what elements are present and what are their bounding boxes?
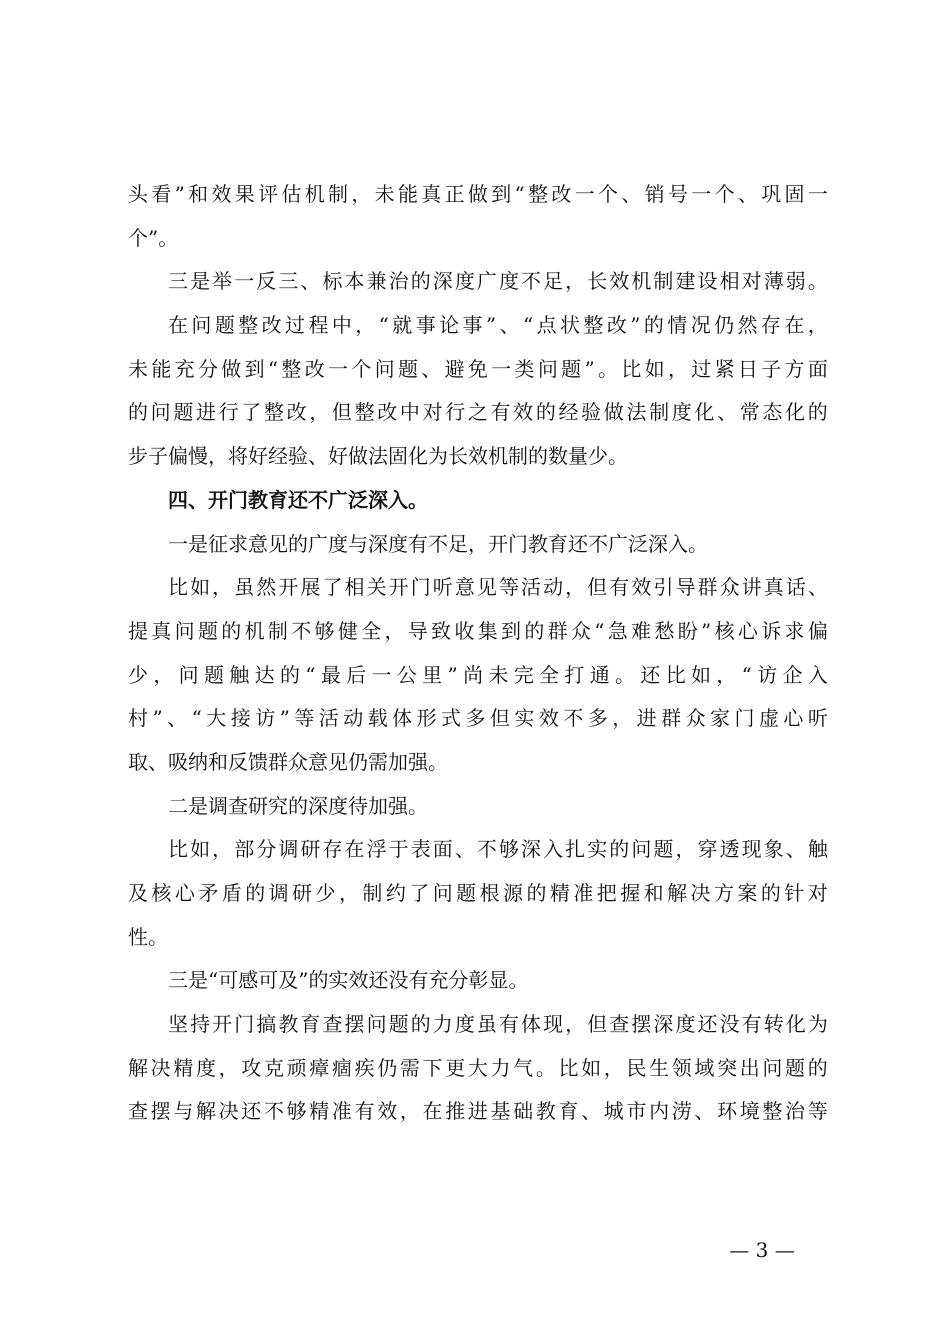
text-line: 个”。 xyxy=(128,225,179,250)
text-line: 比 如 ， 虽 然 开 展 了 相 关 开 门 听 意 见 等 活 动 ， 但 有 效 引 导 群 众 讲 真 话 、 xyxy=(168,575,828,600)
text-line: 比 如 ， 部 分 调 研 存 在 浮 于 表 面 、 不 够 深 入 扎 实 的 问 题 ， 穿 透 现 象 、 触 xyxy=(168,837,828,862)
text-line: 查 摆 与 解 决 还 不 够 精 准 有 效 ， 在 推 进 基 础 教 育 、 城 市 内 涝 、 环 境 整 治 等 xyxy=(128,1099,828,1124)
text-line: 解 决 精 度 ， 攻 克 顽 瘴 痼 疾 仍 需 下 更 大 力 气 。 比 如 ， 民 生 领 域 突 出 问 题 的 xyxy=(128,1055,828,1080)
text-line: 取、吸纳和反馈群众意见仍需加强。 xyxy=(128,749,448,774)
text-line: 少 ， 问 题 触 达 的 “ 最 后 一 公 里 ” 尚 未 完 全 打 通 。 还 比 如 ， “ 访 企 入 xyxy=(128,662,828,687)
text-line: 头 看 ” 和 效 果 评 估 机 制 ， 未 能 真 正 做 到 “ 整 改 一 个 、 销 号 一 个 、 巩 固 一 xyxy=(128,182,828,206)
text-line: 未 能 充 分 做 到 “ 整 改 一 个 问 题 、 避 免 一 类 问 题 ” 。 比 如 ， 过 紧 日 子 方 面 xyxy=(128,356,828,381)
section-heading: 四、开门教育还不广泛深入。 xyxy=(168,487,428,512)
text-line: 及 核 心 矛 盾 的 调 研 少 ， 制 约 了 问 题 根 源 的 精 准 把 握 和 解 决 方 案 的 针 对 xyxy=(128,881,828,905)
body-text xyxy=(128,173,828,1134)
text-line: 三是“可感可及”的实效还没有充分彰显。 xyxy=(168,968,529,993)
text-line: 村 ” 、 “ 大 接 访 ” 等 活 动 载 体 形 式 多 但 实 效 不 多 ， 进 群 众 家 门 虚 心 听 xyxy=(128,706,828,731)
text-line: 二是调查研究的深度待加强。 xyxy=(168,793,428,818)
text-line: 三 是 举 一 反 三 、 标 本 兼 治 的 深 度 广 度 不 足 ， 长 效 机 制 建 设 相 对 薄 弱 。 xyxy=(168,269,828,294)
text-line: 性。 xyxy=(128,924,168,949)
text-line: 一是征求意见的广度与深度有不足，开门教育还不广泛深入。 xyxy=(168,531,708,556)
text-line: 提 真 问 题 的 机 制 不 够 健 全 ， 导 致 收 集 到 的 群 众 “ 急 难 愁 盼 ” 核 心 诉 求 偏 xyxy=(128,618,828,643)
text-line: 坚 持 开 门 搞 教 育 查 摆 问 题 的 力 度 虽 有 体 现 ， 但 查 摆 深 度 还 没 有 转 化 为 xyxy=(168,1012,828,1037)
text-line: 步子偏慢，将好经验、好做法固化为长效机制的数量少。 xyxy=(128,444,628,469)
text-line: 在 问 题 整 改 过 程 中 ， “ 就 事 论 事 ” 、 “ 点 状 整 改 ” 的 情 况 仍 然 存 在 ， xyxy=(168,313,828,338)
page-number: — 3 — xyxy=(729,1238,795,1262)
text-line: 的 问 题 进 行 了 整 改 ， 但 整 改 中 对 行 之 有 效 的 经 验 做 法 制 度 化 、 常 态 化 的 xyxy=(128,400,828,425)
